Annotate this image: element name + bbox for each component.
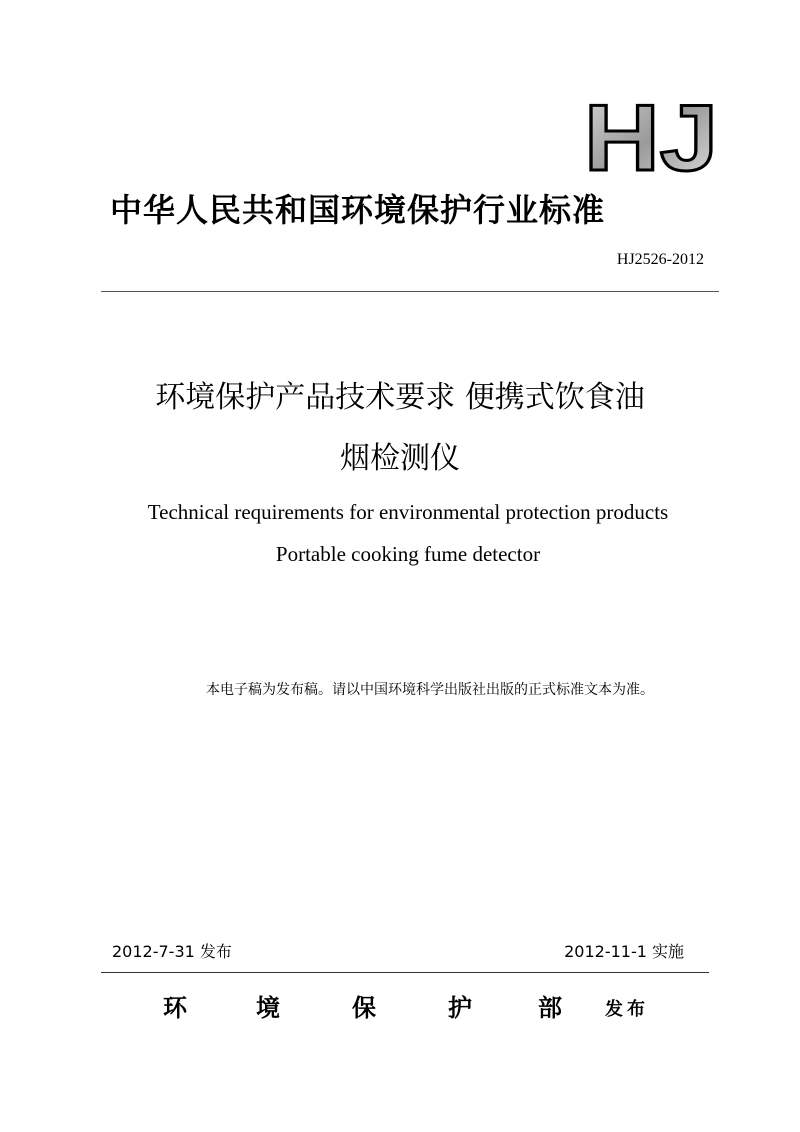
title-en-line2: Portable cooking fume detector bbox=[275, 542, 541, 566]
title-en-line1: Technical requirements for environmental protection products bbox=[147, 500, 669, 524]
issuer-char: 部 bbox=[538, 994, 562, 1022]
hj-logo-text: HJ bbox=[584, 96, 718, 178]
hj-logo bbox=[584, 96, 720, 178]
title-cn-line1: 环境保护产品技术要求 便携式饮食油 bbox=[155, 380, 645, 415]
issuer-char: 保 bbox=[352, 994, 376, 1022]
hj-logo-graphic bbox=[584, 96, 720, 178]
effective-date: 2012-11-1 实施 bbox=[564, 942, 684, 961]
header-divider bbox=[101, 291, 719, 292]
standard-category: 中华人民共和国环境保护行业标准 bbox=[110, 191, 606, 229]
draft-notice: 本电子稿为发布稿。请以中国环境科学出版社出版的正式标准文本为准。 bbox=[206, 682, 654, 698]
standard-number: HJ2526-2012 bbox=[616, 251, 704, 268]
issuer-char: 环 bbox=[163, 994, 187, 1022]
issuer-char: 护 bbox=[448, 994, 472, 1022]
title-cn-line2: 烟检测仪 bbox=[340, 441, 460, 476]
release-date: 2012-7-31 发布 bbox=[112, 942, 232, 961]
issuer-suffix: 发布 bbox=[605, 999, 649, 1020]
footer-divider bbox=[101, 972, 709, 973]
issuer-char: 境 bbox=[256, 994, 280, 1022]
